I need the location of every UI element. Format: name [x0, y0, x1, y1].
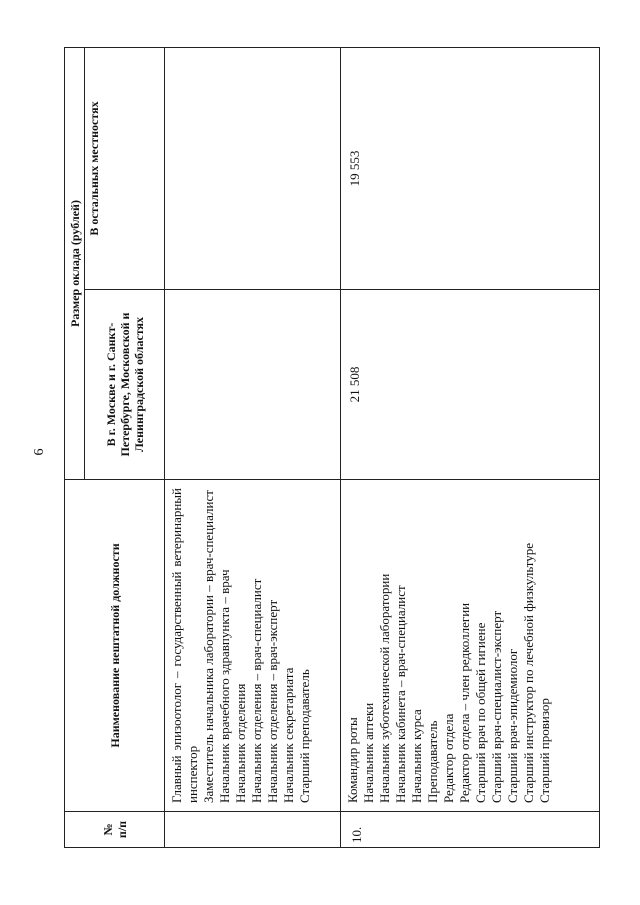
- position-name: Главный эпизоотолог – государственный ветеринарный инспектор: [169, 488, 200, 803]
- salary-table: [64, 47, 600, 848]
- position-name: Начальник отделения: [233, 683, 248, 803]
- position-name: Редактор отдела – член редколлегии: [457, 602, 472, 803]
- position-name: Начальник зуботехнической лаборатории: [377, 573, 392, 803]
- position-name: Начальник отделения – врач-эксперт: [265, 599, 280, 803]
- position-name: Начальник кабинета – врач-специалист: [393, 585, 408, 803]
- row-other-value: [165, 48, 341, 290]
- position-name: Старший инструктор по лечебной физкультуре: [521, 542, 536, 803]
- position-name: Старший провизор: [537, 698, 552, 803]
- rotated-table-container: [64, 48, 600, 848]
- position-name: Начальник аптеки: [361, 702, 376, 803]
- row-num: 10.: [341, 812, 600, 848]
- row-names: [165, 480, 341, 812]
- position-name: Преподаватель: [425, 720, 440, 803]
- row-other-value: 19 553: [341, 48, 600, 290]
- header-name: Наименование нештатной должности: [65, 480, 165, 812]
- row-moscow-value: [165, 290, 341, 480]
- position-name: Старший преподаватель: [297, 669, 312, 803]
- header-num: № п/п: [65, 812, 165, 848]
- position-name: Старший врач по общей гигиене: [473, 622, 488, 803]
- position-name: Начальник отделения – врач-специалист: [249, 578, 264, 803]
- row-moscow-value: 21 508: [341, 290, 600, 480]
- position-name: Заместитель начальника лаборатории – врач-специалист: [201, 490, 216, 803]
- page-number: 6: [32, 448, 47, 456]
- header-moscow: В г. Москве и г. Санкт-Петербурге, Московской и Ленинградской областях: [85, 290, 165, 480]
- position-name: Начальник врачебного здравпункта – врач: [217, 569, 232, 803]
- header-row-1: [65, 48, 85, 848]
- row-names: [341, 480, 600, 812]
- row-num: [165, 812, 341, 848]
- position-name: Редактор отдела: [441, 713, 456, 803]
- position-name: Старший врач-эпидемиолог: [505, 648, 520, 803]
- table-row: [341, 48, 600, 848]
- position-name: Командир роты: [345, 717, 360, 803]
- header-other: В остальных местностях: [85, 48, 165, 290]
- table-row: [165, 48, 341, 848]
- header-salary: Размер оклада (рублей): [65, 48, 85, 480]
- position-name: Начальник курса: [409, 709, 424, 803]
- position-name: Начальник секретариата: [281, 667, 296, 803]
- position-name: Старший врач-специалист-эксперт: [489, 610, 504, 803]
